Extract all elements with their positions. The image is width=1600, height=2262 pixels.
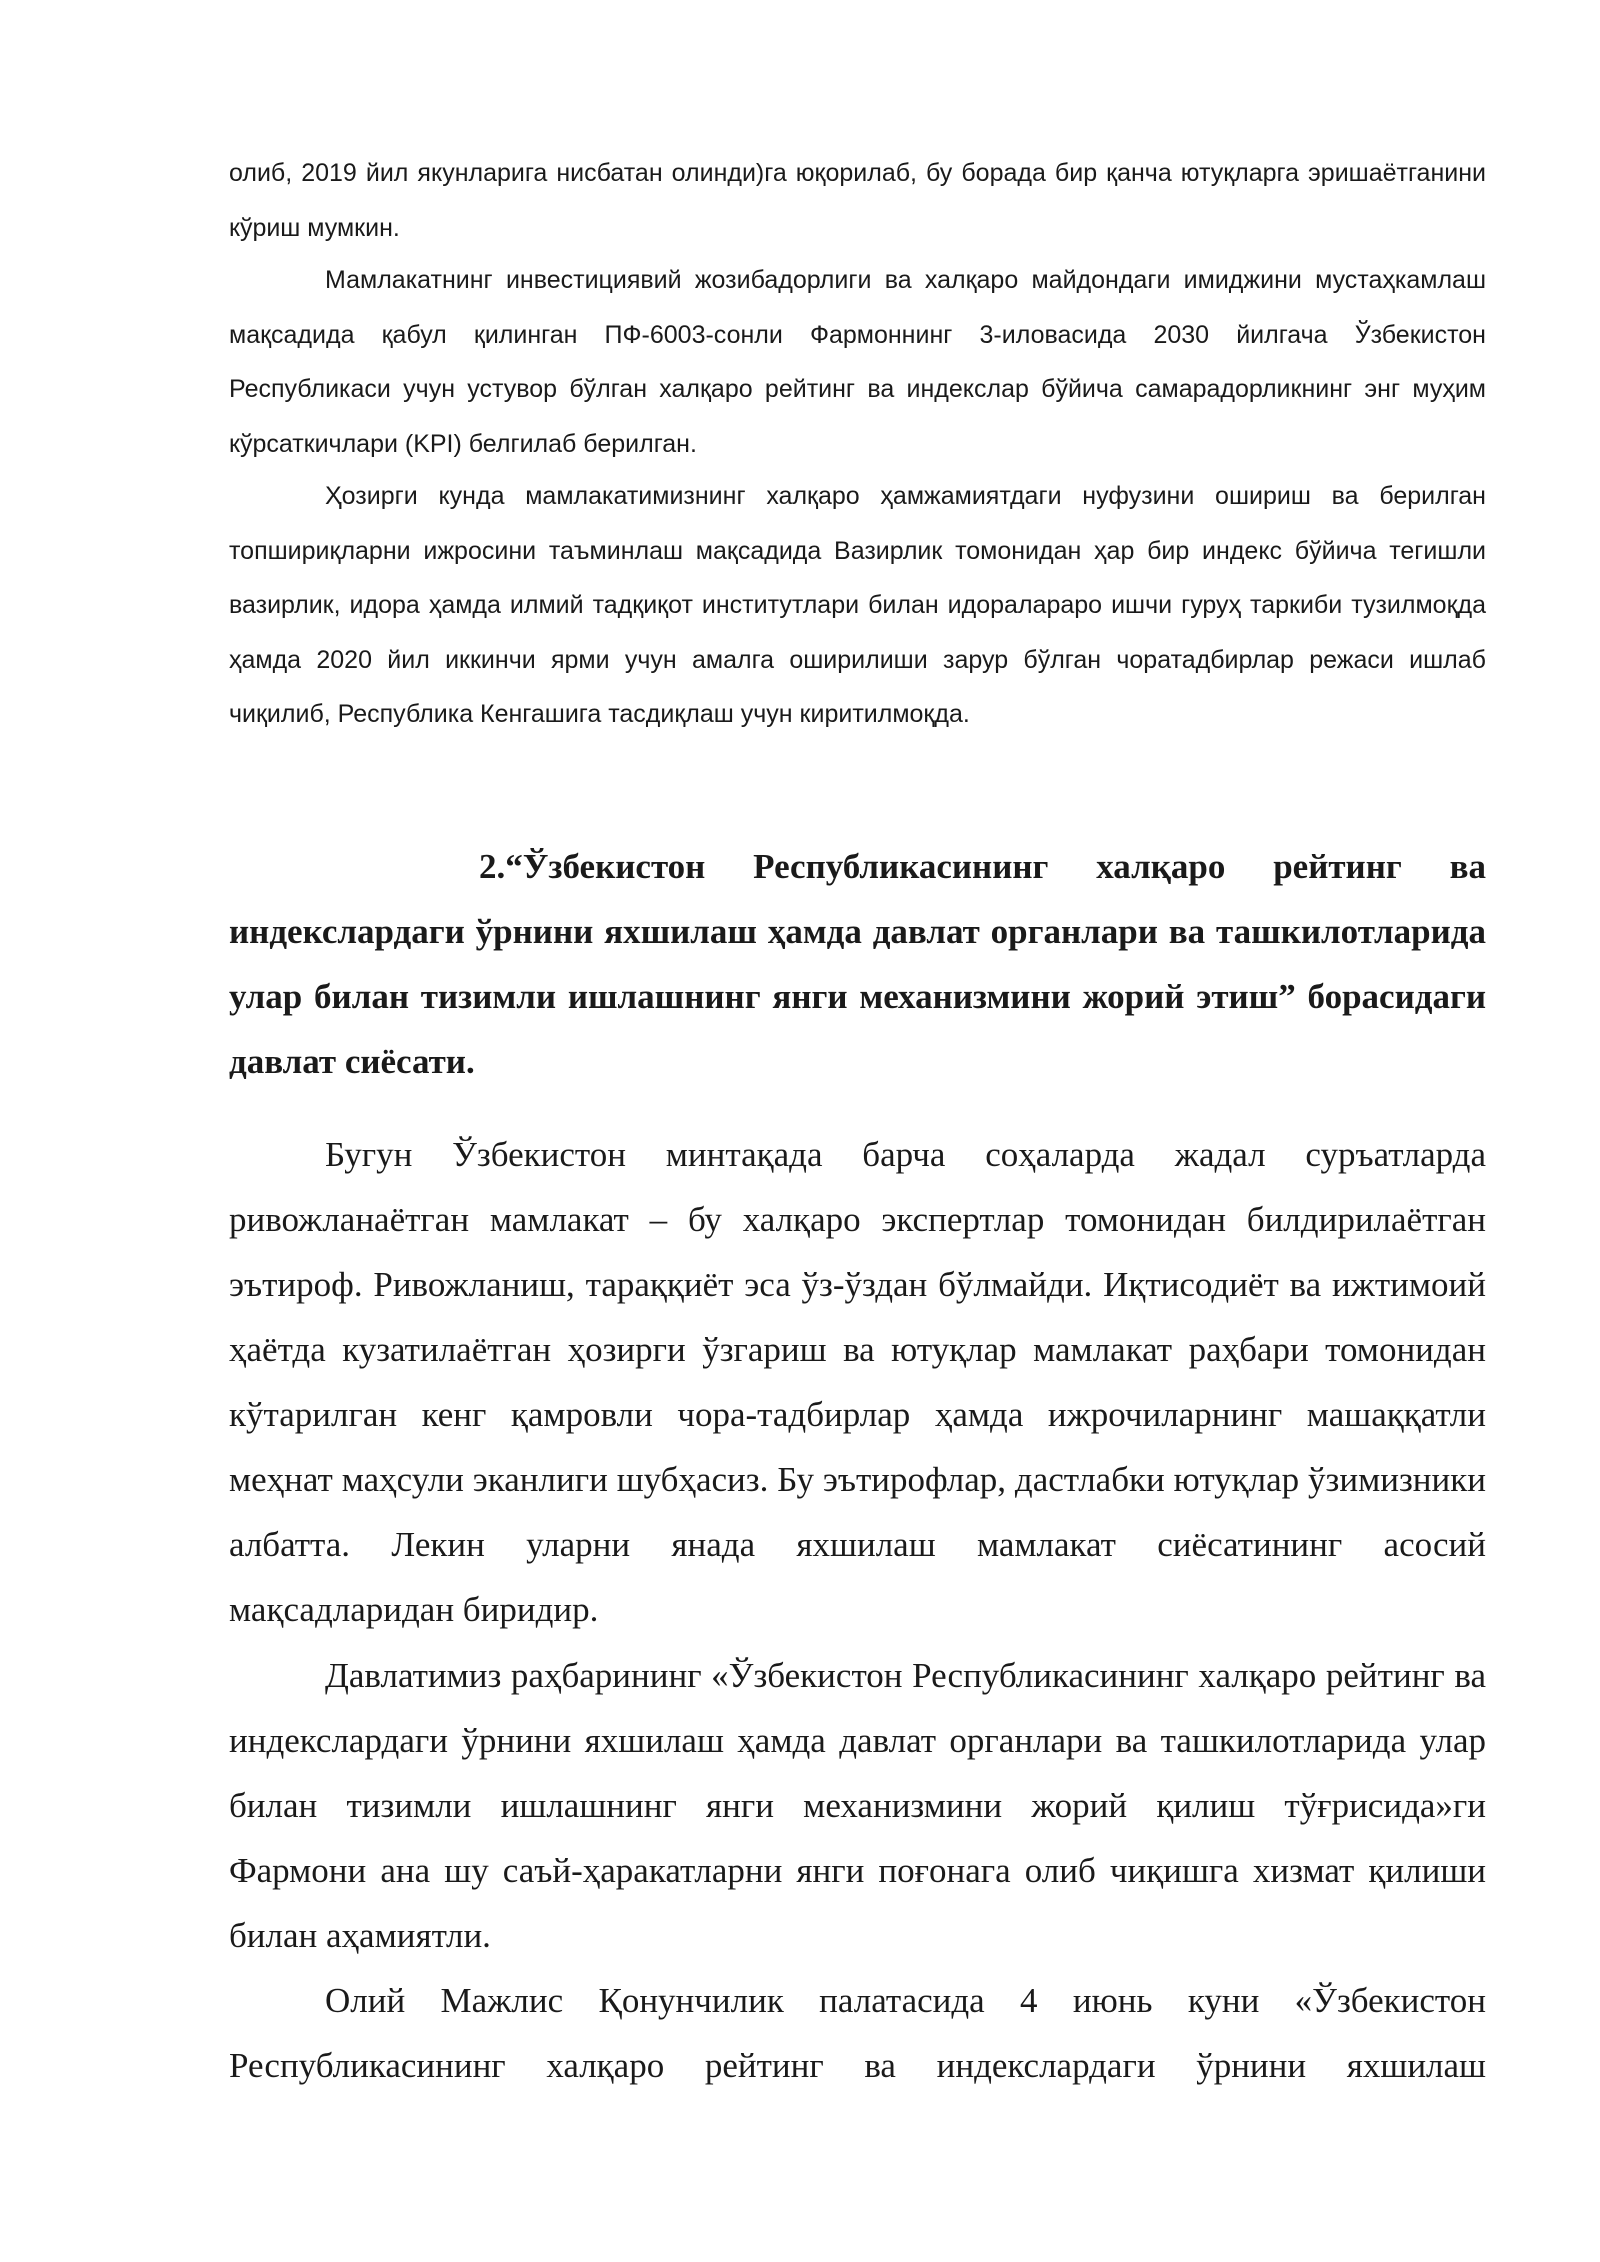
paragraph-investment-kpi: Мамлакатнинг инвестициявий жозибадорлиги ва халқаро майдондаги имиджини мустаҳкамлаш мақсадида қабул қилинган ПФ-6003-сонли Фармоннинг 3-иловасида 2030 йилгача Ўзбекистон Республикаси учун устувор бўлган халқаро рейтинг ва индекслар бўйича самарадорликнинг энг муҳим кўрсаткичлари (KPI) белгилаб берилган. (229, 266, 1486, 458)
paragraph-working-group: Ҳозирги кунда мамлакатимизнинг халқаро ҳамжамиятдаги нуфузини ошириш ва берилган топшириқларни ижросини таъминлаш мақсадида Вазирлик томонидан ҳар бир индекс бўйича тегишли вазирлик, идора ҳамда илмий тадқиқот институтлари билан идоралараро ишчи гуруҳ таркиби тузилмоқда ҳамда 2020 йил иккинчи ярми учун амалга оширилиши зарур бўлган чоратадбирлар режаси ишлаб чиқилиб, Республика Кенгашига тасдиқлаш учун киритилмоқда. (229, 482, 1486, 728)
paragraph-decree: Давлатимиз раҳбарининг «Ўзбекистон Республикасининг халқаро рейтинг ва индекслардаги ўрнини яхшилаш ҳамда давлат органлари ва ташкилотларида улар билан тизимли ишлашнинг янги механизмини жорий қилиш тўғрисида»ги Фармони ана шу саъй-ҳаракатларни янги поғонага олиб чиқишга хизмат қилиши билан аҳамиятли. (229, 1656, 1486, 1955)
section-heading: 2.“Ўзбекистон Республикасининг халқаро рейтинг ва индекслардаги ўрнини яхшилаш ҳамда давлат органлари ва ташкилотларида улар билан тизимли ишлашнинг янги механизмини жорий этиш” борасидаги давлат сиёсати. (229, 847, 1486, 1081)
paragraph-development: Бугун Ўзбекистон минтақада барча соҳаларда жадал суръатларда ривожланаётган мамлакат – бу халқаро экспертлар томонидан билдирилаётган эътироф. Ривожланиш, тараққиёт эса ўз-ўздан бўлмайди. Иқтисодиёт ва ижтимоий ҳаётда кузатилаётган ҳозирги ўзгариш ва ютуқлар мамлакат раҳбари томонидан кўтарилган кенг қамровли чора-тадбирлар ҳамда ижрочиларнинг машаққатли меҳнат маҳсули эканлиги шубҳасиз. Бу эътирофлар, дастлабки ютуқлар ўзимизники албатта. Лекин уларни янада яхшилаш мамлакат сиёсатининг асосий мақсадларидан биридир. (229, 1135, 1486, 1629)
paragraph-continuation: олиб, 2019 йил якунларига нисбатан олинди)га юқорилаб, бу борада бир қанча ютуқларга эришаётганини кўриш мумкин. (229, 159, 1486, 242)
paragraph-parliament: Олий Мажлис Қонунчилик палатасида 4 июнь куни «Ўзбекистон Республикасининг халқаро рейтинг ва индекслардаги ўрнини яхшилаш (229, 1981, 1486, 2085)
